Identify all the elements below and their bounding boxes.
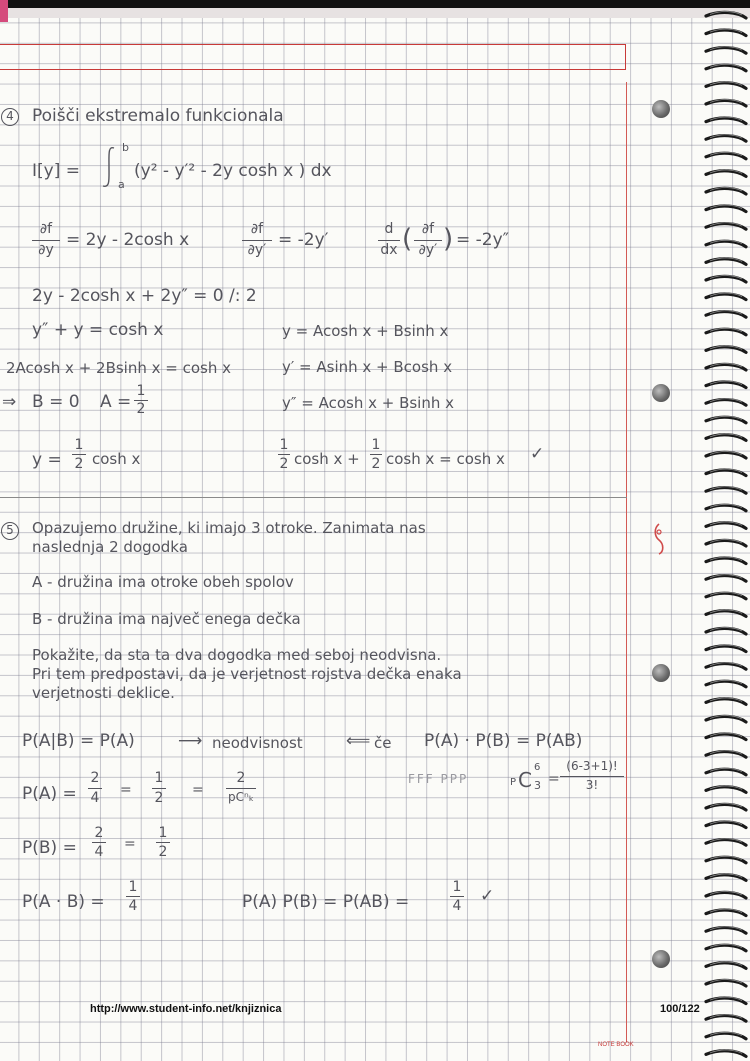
right-arrow-icon: ⟶ xyxy=(178,731,203,751)
dfdy-numerator: ∂f xyxy=(39,221,53,237)
check-den-1: 2 xyxy=(279,456,289,472)
coeff-a-lhs: A = xyxy=(100,392,132,412)
dfdyp-numerator: ∂f xyxy=(250,221,264,237)
euler-equation: 2y - 2cosh x + 2y″ = 0 /: 2 xyxy=(32,286,257,306)
header-box xyxy=(0,44,626,70)
independence-word: neodvisnost xyxy=(212,734,303,752)
dfdyp-bar xyxy=(242,240,272,241)
problem-5-line-4: Pri tem predpostavi, da je verjetnost rojstva dečka enaka xyxy=(32,665,462,683)
footer-page-number: 100/122 xyxy=(660,1003,700,1015)
coeff-b: B = 0 xyxy=(32,392,80,412)
sequence-fff-ppp: FFF PPP xyxy=(408,772,469,786)
pa-num-2: 1 xyxy=(154,770,164,786)
check-den-2: 2 xyxy=(371,456,381,472)
pb-num-1: 2 xyxy=(94,825,104,841)
independence-rhs: P(A) · P(B) = P(AB) xyxy=(424,731,583,751)
pab-lhs: P(A · B) = xyxy=(22,892,105,912)
pa-num-3: 2 xyxy=(236,770,246,786)
pa-bar-3 xyxy=(226,788,256,789)
perm-bar xyxy=(560,776,624,777)
ddx-rhs: = -2y″ xyxy=(456,230,510,250)
binder-hole xyxy=(652,384,670,402)
lower-limit: a xyxy=(118,178,125,191)
problem-5-line-3: Pokažite, da sta ta dva dogodka med seboj neodvisna. xyxy=(32,646,442,664)
substitution: 2Acosh x + 2Bsinh x = cosh x xyxy=(6,359,232,377)
functional-integrand: (y² - y′² - 2y cosh x ) dx xyxy=(134,161,332,181)
perm-numerator: (6-3+1)! xyxy=(566,759,618,773)
pab-bar xyxy=(126,896,140,897)
perm-sup: 6 xyxy=(534,762,541,773)
product-bar xyxy=(450,896,464,897)
functional-lhs: I[y] = xyxy=(32,161,80,181)
problem-5-line-5: verjetnosti deklice. xyxy=(32,684,175,702)
page-top-strip xyxy=(0,8,750,18)
independence-ce: če xyxy=(374,734,392,752)
dfdy-bar xyxy=(32,240,60,241)
pb-num-2: 1 xyxy=(158,825,168,841)
section-divider xyxy=(0,497,627,498)
coeff-a-num: 1 xyxy=(136,383,146,399)
problem-5-line-2: naslednja 2 dogodka xyxy=(32,538,188,556)
inner-numerator: ∂f xyxy=(421,221,435,237)
check-bar-1 xyxy=(278,454,290,455)
left-arrow-icon: ⟸ xyxy=(346,731,371,751)
footer-url[interactable]: http://www.student-info.net/knjiznica xyxy=(90,1003,282,1015)
binder-hole xyxy=(652,664,670,682)
pa-lhs: P(A) = xyxy=(22,784,77,804)
event-b: B - družina ima največ enega dečka xyxy=(32,610,301,628)
ode: y″ + y = cosh x xyxy=(32,320,164,340)
pa-den-3: pCⁿₖ xyxy=(228,790,254,804)
implies-arrow: ⇒ xyxy=(2,392,17,412)
problem-5-line-1: Opazujemo družine, ki imajo 3 otroke. Zanimata nas xyxy=(32,519,426,537)
independence-lhs: P(A|B) = P(A) xyxy=(22,731,135,751)
checkmark-icon: ✓ xyxy=(480,886,495,906)
pb-lhs: P(B) = xyxy=(22,838,77,858)
derivative-1: y′ = Asinh x + Bcosh x xyxy=(282,358,453,376)
product-lhs: P(A) P(B) = P(AB) = xyxy=(242,892,410,912)
inner-denominator: ∂y′ xyxy=(418,242,438,258)
inner-bar xyxy=(414,240,442,241)
coeff-a-den: 2 xyxy=(136,401,146,417)
solution-rhs: cosh x xyxy=(92,450,141,468)
event-a: A - družina ima otroke obeh spolov xyxy=(32,573,294,591)
scan-top-edge xyxy=(0,0,750,8)
spiral-binding-icon xyxy=(704,0,750,1061)
problem-4-title: Poišči ekstremalo funkcionala xyxy=(32,106,284,126)
check-bar-2 xyxy=(370,454,382,455)
ddx-numerator: d xyxy=(384,221,394,237)
dfdy-rhs: = 2y - 2cosh x xyxy=(66,230,190,250)
pb-bar-1 xyxy=(92,842,106,843)
close-paren: ) xyxy=(443,224,454,254)
problem-4-number: 4 xyxy=(6,109,14,123)
perm-sub: 3 xyxy=(534,779,541,792)
integral-sign-icon xyxy=(100,144,118,190)
check-num-2: 1 xyxy=(371,437,381,453)
pab-num: 1 xyxy=(128,879,138,895)
derivative-2: y″ = Acosh x + Bsinh x xyxy=(282,394,455,412)
ddx-bar xyxy=(378,240,400,241)
perm-c: C xyxy=(518,768,532,792)
checkmark-icon: ✓ xyxy=(530,444,545,464)
problem-5-number: 5 xyxy=(6,523,14,537)
product-num: 1 xyxy=(452,879,462,895)
notebook-brand: NOTE BOOK xyxy=(598,1042,634,1048)
pb-den-1: 4 xyxy=(94,844,104,860)
perm-denominator: 3! xyxy=(585,778,599,792)
binder-hole xyxy=(652,100,670,118)
check-term-1: cosh x + xyxy=(294,450,360,468)
perm-prefix: P xyxy=(510,777,517,788)
pa-bar-1 xyxy=(88,788,102,789)
pb-eq-1: = xyxy=(124,836,136,852)
perm-eq: = xyxy=(548,771,560,787)
pb-bar-2 xyxy=(156,842,170,843)
ansatz: y = Acosh x + Bsinh x xyxy=(282,322,449,340)
solution-bar xyxy=(72,454,86,455)
pa-num-1: 2 xyxy=(90,770,100,786)
pa-den-1: 4 xyxy=(90,790,100,806)
margin-line xyxy=(626,82,627,1042)
solution-num: 1 xyxy=(74,437,84,453)
check-term-2: cosh x = cosh x xyxy=(386,450,505,468)
pa-bar-2 xyxy=(152,788,166,789)
pa-den-2: 2 xyxy=(154,790,164,806)
page-edge-mark-icon xyxy=(652,522,666,556)
ddx-denominator: dx xyxy=(380,242,398,258)
pa-eq-1: = xyxy=(120,782,132,798)
pa-eq-2: = xyxy=(192,782,204,798)
pab-den: 4 xyxy=(128,898,138,914)
upper-limit: b xyxy=(122,141,129,154)
pink-tab xyxy=(0,0,8,22)
dfdy-denominator: ∂y xyxy=(38,242,54,258)
binder-hole xyxy=(652,950,670,968)
pb-den-2: 2 xyxy=(158,844,168,860)
product-den: 4 xyxy=(452,898,462,914)
dfdyp-denominator: ∂y′ xyxy=(247,242,267,258)
solution-den: 2 xyxy=(74,456,84,472)
solution-lhs: y = xyxy=(32,450,62,470)
check-num-1: 1 xyxy=(279,437,289,453)
open-paren: ( xyxy=(402,224,413,254)
dfdyp-rhs: = -2y′ xyxy=(278,230,329,250)
